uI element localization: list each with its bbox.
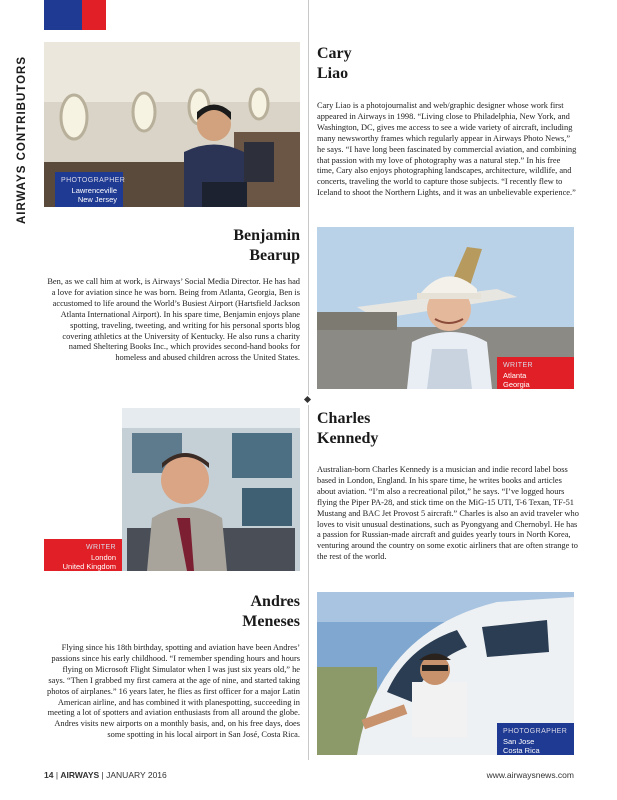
- benjamin-bearup-bio: Ben, as we call him at work, is Airways’ Social Media Director. He has had a love for aviation since he was born. Being from Atlanta, Georgia, Ben is accustomed to life around the World’s Busiest Airport (Hartsfield Jackson Atlanta International Airport). In his spare time, Benjamin enjoys plane spotting, traveling, tweeting, and writing for his personal sports blog covering athletics at the University of Kentucky. He also runs a charity named Sheltering Books Inc., which provides second-hand books for homeless and abused children across the United States.: [47, 277, 300, 363]
- charles-kennedy-bio: Australian-born Charles Kennedy is a musician and indie record label boss based in London, England. In his spare time, he writes books and articles about aviation. “I’m also a recreational pilot,” he says. “I’ve logged hours flying the Piper PA-28, and stick time on the MiG-15 UTI, T-6 Texan, TF-51 Mustang and BAC Jet Provost 5 aircraft.” Charles is also an avid traveler who loves to visit unusual destinations, such as Pyongyang and Chernobyl. He has a passion for Russian-made aircraft and guides yearly tours in North Korea, venturing around the country on some exotic airliners that are often strange to the rest of the world.: [317, 465, 579, 562]
- cary-liao-caption: PHOTOGRAPHER Lawrenceville New Jersey: [55, 172, 123, 207]
- column-divider-bottom: [308, 405, 309, 760]
- charles-kennedy-name: Charles Kennedy: [317, 410, 379, 447]
- benjamin-bearup-name: Benjamin Bearup: [233, 227, 300, 264]
- section-title: AIRWAYS CONTRIBUTORS: [16, 55, 28, 225]
- charles-kennedy-caption: WRITER London United Kingdom: [44, 539, 122, 571]
- issue-date: JANUARY 2016: [106, 770, 167, 780]
- benjamin-bearup-caption: WRITER Atlanta Georgia: [497, 357, 574, 389]
- website-url[interactable]: www.airwaysnews.com: [486, 770, 574, 780]
- cary-liao-bio: Cary Liao is a photojournalist and web/graphic designer whose work first appeared in Airways in 1998. “Living close to Philadelphia, New York, and Washington, DC, gives me access to see a wide variety of aircraft, including many newsworthy frames which regularly appear in Airways Photo News,” he says. “I have long been fascinated by commercial aviation, and combining that passion with my love of photography was a natural step.” In his free time, Cary also enjoys photographing landscapes, architecture, wildlife, and concerts, traveling the world to capture those subjects. “I recently flew to Iceland to shoot the Northern Lights, and it was an unbelievable experience.”: [317, 101, 577, 198]
- andres-meneses-name: Andres Meneses: [242, 593, 300, 630]
- charles-kennedy-photo: [122, 408, 300, 571]
- column-divider-top: [308, 0, 309, 395]
- divider-diamond: [304, 396, 311, 403]
- page-number: 14: [44, 770, 54, 780]
- andres-meneses-bio: Flying since his 18th birthday, spotting and aviation have been Andres’ passions since his early childhood. “I remember spending hours and hours flying on Microsoft Flight Simulator when I was just six years old,” he says. “Then I grabbed my first camera at the age of nine, and started taking photos of airplanes.” 16 years later, he flies as first officer for a major Latin American airline, and has combined it with planespotting, succeeding in meeting a lot of spotters and aviation enthusiasts from all around the globe. Andres visits new airports on a monthly basis, and, on his free days, does some spotting in his local airport in San José, Costa Rica.: [47, 643, 300, 740]
- andres-meneses-caption: PHOTOGRAPHER San Jose Costa Rica: [497, 723, 574, 755]
- page-footer-left: [44, 770, 167, 780]
- footer-separator: |: [101, 770, 107, 780]
- footer-separator: |: [55, 770, 61, 780]
- magazine-name: AIRWAYS: [60, 770, 100, 780]
- cary-liao-name: Cary Liao: [317, 45, 352, 82]
- header-flag-red: [82, 0, 106, 30]
- header-flag-blue: [44, 0, 82, 30]
